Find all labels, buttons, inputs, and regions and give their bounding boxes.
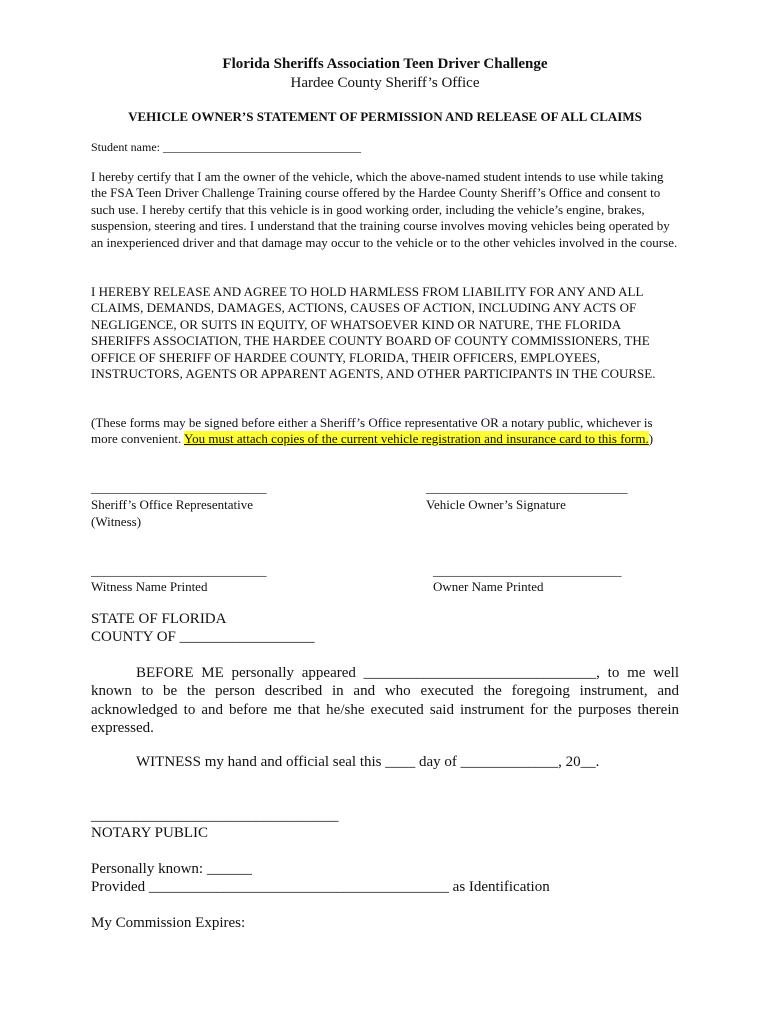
witness-name-line: ___________________________ [91, 563, 267, 578]
commission-expires-label: My Commission Expires: [91, 915, 246, 931]
student-name-field [91, 140, 361, 155]
certify-paragraph: I hereby certify that I am the owner of the vehicle, which the above-named student intends to use while taking the FSA Teen Driver Challenge Training course offered by the Hardee County Sheriff’s Office and consent to such use. I hereby certify that this vehicle is in good working order, including the vehicle’s engine, brakes, suspension, steering and tires. I understand that the training course involves moving vehicles being operated by an inexperienced driver and that damage may occur to the vehicle or to the other vehicles involved in the course. [91, 169, 678, 250]
form-heading: VEHICLE OWNER’S STATEMENT OF PERMISSION AND RELEASE OF ALL CLAIMS [128, 109, 642, 124]
attach-requirement-highlight: You must attach copies of the current vehicle registration and insurance card to this form. [184, 431, 649, 447]
note-paragraph [91, 415, 681, 448]
witness-name-label: Witness Name Printed [91, 579, 208, 594]
county-line: COUNTY OF __________________ [91, 629, 315, 645]
provided-identification-line: Provided ________________________________________ as Identification [91, 879, 550, 895]
note-close: ) [648, 431, 654, 447]
owner-name-line: _____________________________ [433, 563, 622, 578]
personally-known-line: Personally known: ______ [91, 861, 252, 877]
release-paragraph: I HEREBY RELEASE AND AGREE TO HOLD HARMLESS FROM LIABILITY FOR ANY AND ALL CLAIMS, DEMANDS, DAMAGES, ACTIONS, CAUSES OF ACTION, INCLUDING ANY ACTS OF NEGLIGENCE, OR SUITS IN EQUITY, OF WHATSOEVER KIND OR NATURE, THE FLORIDA SHERIFFS ASSOCIATION, THE HARDEE COUNTY BOARD OF COUNTY COMMISSIONERS, THE OFFICE OF SHERIFF OF HARDEE COUNTY, FLORIDA, THEIR OFFICERS, EMPLOYEES, INSTRUCTORS, AGENTS OR APPARENT AGENTS, AND OTHER PARTICIPANTS IN THE COURSE. [91, 284, 656, 382]
student-name-blank: _________________________________ [163, 140, 361, 154]
before-me-paragraph: BEFORE ME personally appeared _______________________________, to me well known to be the person described in and who executed the foregoing instrument, and acknowledged to and before me that he/she executed said instrument for the purposes therein expressed. [91, 665, 679, 736]
notary-signature-line: _________________________________ [91, 808, 339, 824]
note-text: (These forms may be signed before either a Sheriff’s Office representative OR a notary public, whichever is more convenient. [91, 415, 653, 447]
rep-label: Sheriff’s Office Representative [91, 497, 253, 512]
document-subtitle: Hardee County Sheriff’s Office [290, 75, 480, 91]
document-title: Florida Sheriffs Association Teen Driver Challenge [222, 56, 548, 72]
owner-signature-line: _______________________________ [426, 480, 628, 495]
state-line: STATE OF FLORIDA [91, 611, 227, 627]
witness-paren-label: (Witness) [91, 514, 142, 529]
owner-name-label: Owner Name Printed [433, 579, 544, 594]
witness-hand-line: WITNESS my hand and official seal this ____ day of _____________, 20__. [136, 754, 600, 770]
student-name-label: Student name: [91, 140, 163, 154]
owner-signature-label: Vehicle Owner’s Signature [426, 497, 566, 512]
rep-signature-line: ___________________________ [91, 480, 267, 495]
notary-public-label: NOTARY PUBLIC [91, 825, 209, 841]
